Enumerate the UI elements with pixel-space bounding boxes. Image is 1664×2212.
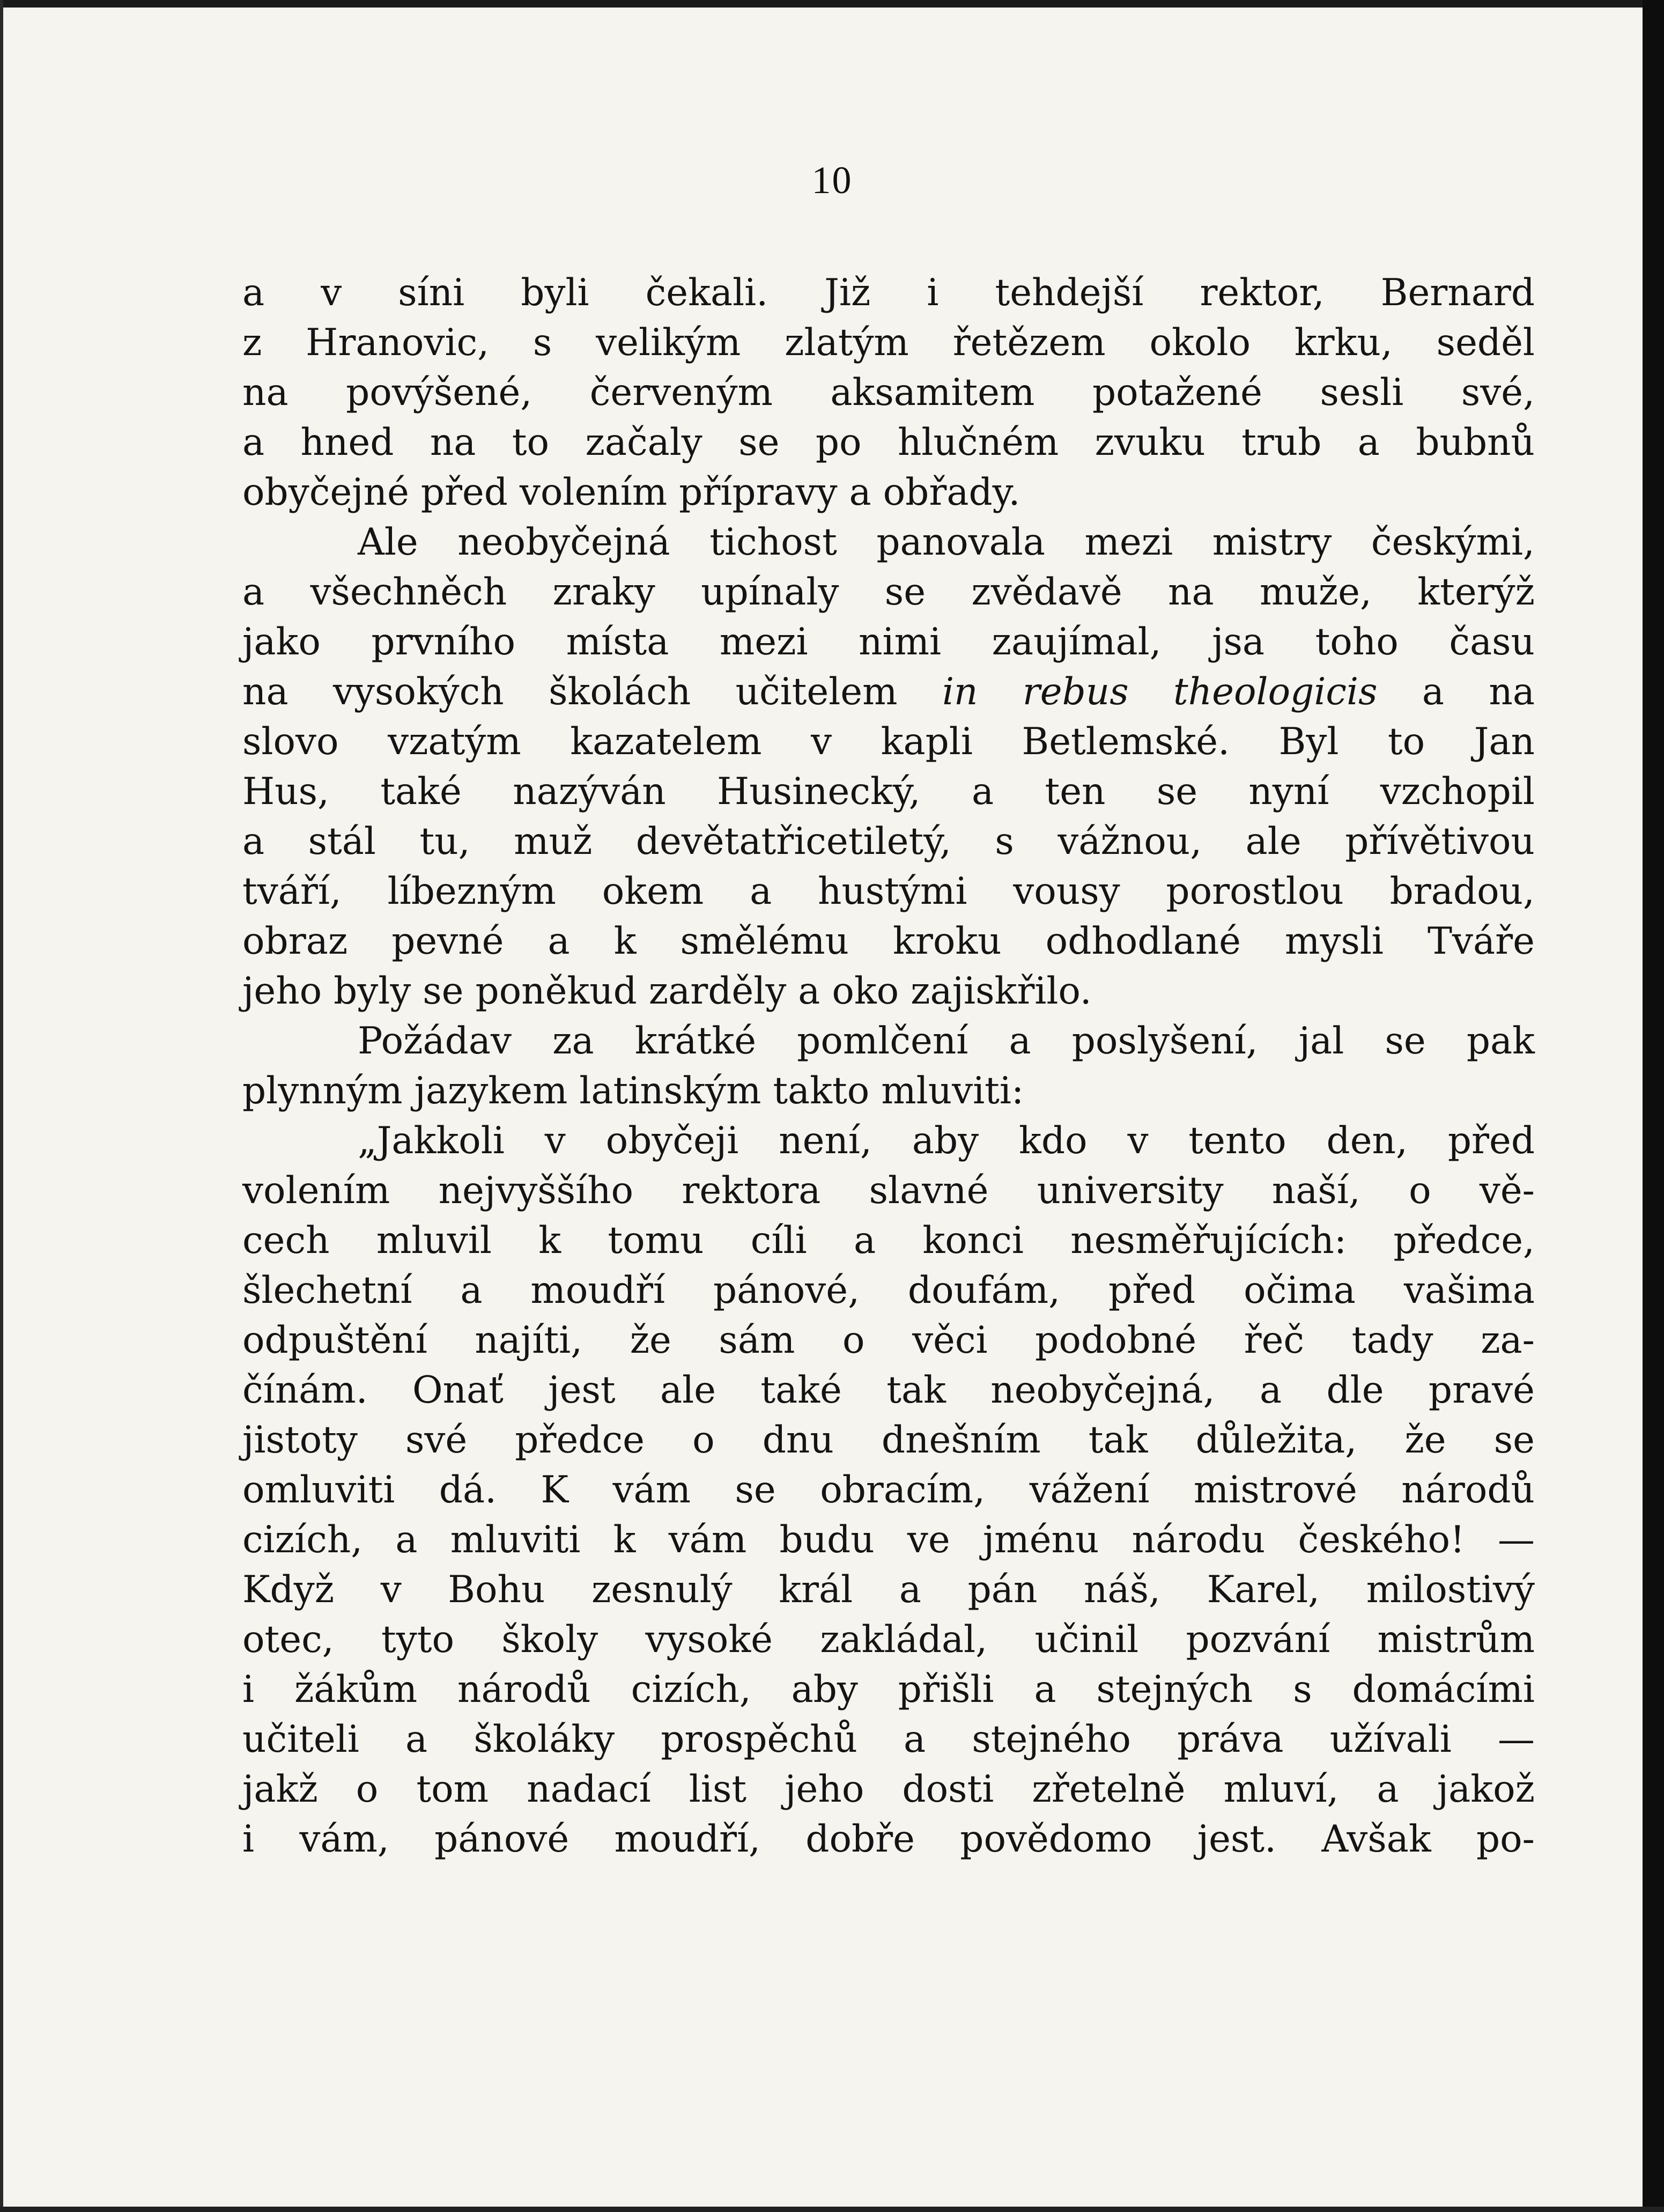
text-line: odpuštění najíti, že sám o věci podobné řeč tady za- [242, 1319, 1535, 1362]
text-line: cech mluvil k tomu cíli a konci nesměřujících: předce, [242, 1219, 1535, 1262]
text-line: volením nejvyššího rektora slavné university naší, o vě- [242, 1169, 1535, 1212]
paragraph-first-line: Požádav za krátké pomlčení a poslyšení, jal se pak [358, 1020, 1535, 1063]
text-line: jakž o tom nadací list jeho dosti zřetelně mluví, a jakož [242, 1768, 1535, 1811]
text-line: jeho byly se poněkud zarděly a oko zajiskřilo. [242, 970, 1092, 1013]
text-line: a všechněch zraky upínaly se zvědavě na muže, kterýž [242, 571, 1535, 614]
text-line: a hned na to začaly se po hlučném zvuku trub a bubnů [242, 421, 1535, 464]
text-line: tváří, líbezným okem a hustými vousy porostlou bradou, [242, 870, 1535, 913]
paragraph-first-line: „Jakkoli v obyčeji není, aby kdo v tento den, před [358, 1119, 1535, 1162]
text-line: Hus, také nazýván Husinecký, a ten se nyní vzchopil [242, 770, 1535, 813]
text-line: Když v Bohu zesnulý král a pán náš, Karel, milostivý [242, 1568, 1535, 1611]
text-line: a v síni byli čekali. Již i tehdejší rektor, Bernard [242, 271, 1535, 314]
text-line: i žákům národů cizích, aby přišli a stejných s domácími [242, 1668, 1535, 1711]
text-segment: na vysokých školách učitelem [242, 670, 942, 713]
text-line: jistoty své předce o dnu dnešním tak důležita, že se [242, 1419, 1535, 1462]
text-line: i vám, pánové moudří, dobře povědomo jest. Avšak po- [242, 1818, 1535, 1861]
text-line: a stál tu, muž devětatřicetiletý, s vážnou, ale přívětivou [242, 820, 1535, 863]
scan-border-bottom [0, 2207, 1664, 2212]
text-line: otec, tyto školy vysoké zakládal, učinil pozvání mistrům [242, 1618, 1535, 1661]
page-number: 10 [811, 159, 853, 202]
text-line: na povýšené, červeným aksamitem potažené sesli své, [242, 371, 1535, 414]
text-line: učiteli a školáky prospěchů a stejného práva užívali — [242, 1718, 1535, 1761]
paragraph-first-line: Ale neobyčejná tichost panovala mezi mistry českými, [358, 521, 1535, 564]
text-line: slovo vzatým kazatelem v kapli Betlemské. Byl to Jan [242, 720, 1535, 763]
text-line: obraz pevné a k smělému kroku odhodlané mysli Tváře [242, 920, 1535, 963]
text-line: cizích, a mluviti k vám budu ve jménu národu českého! — [242, 1518, 1535, 1561]
text-line: omluviti dá. K vám se obracím, vážení mistrové národů [242, 1469, 1535, 1511]
text-segment: a na [1377, 670, 1535, 713]
scan-border-left [0, 0, 3, 2212]
text-line: šlechetní a moudří pánové, doufám, před očima vašima [242, 1269, 1535, 1312]
italic-phrase: in rebus theologicis [942, 670, 1378, 713]
scan-border-right [1643, 0, 1664, 2212]
body-text [242, 268, 1535, 1864]
text-line: čínám. Onať jest ale také tak neobyčejná, a dle pravé [242, 1369, 1535, 1412]
text-line: jako prvního místa mezi nimi zaujímal, jsa toho času [242, 621, 1535, 663]
text-line: z Hranovic, s velikým zlatým řetězem okolo krku, seděl [242, 321, 1535, 364]
scan-border-top [0, 0, 1664, 8]
text-line: plynným jazykem latinským takto mluviti: [242, 1070, 1024, 1112]
text-line-with-italic [242, 667, 1535, 717]
text-line: obyčejné před volením přípravy a obřady. [242, 471, 1020, 514]
